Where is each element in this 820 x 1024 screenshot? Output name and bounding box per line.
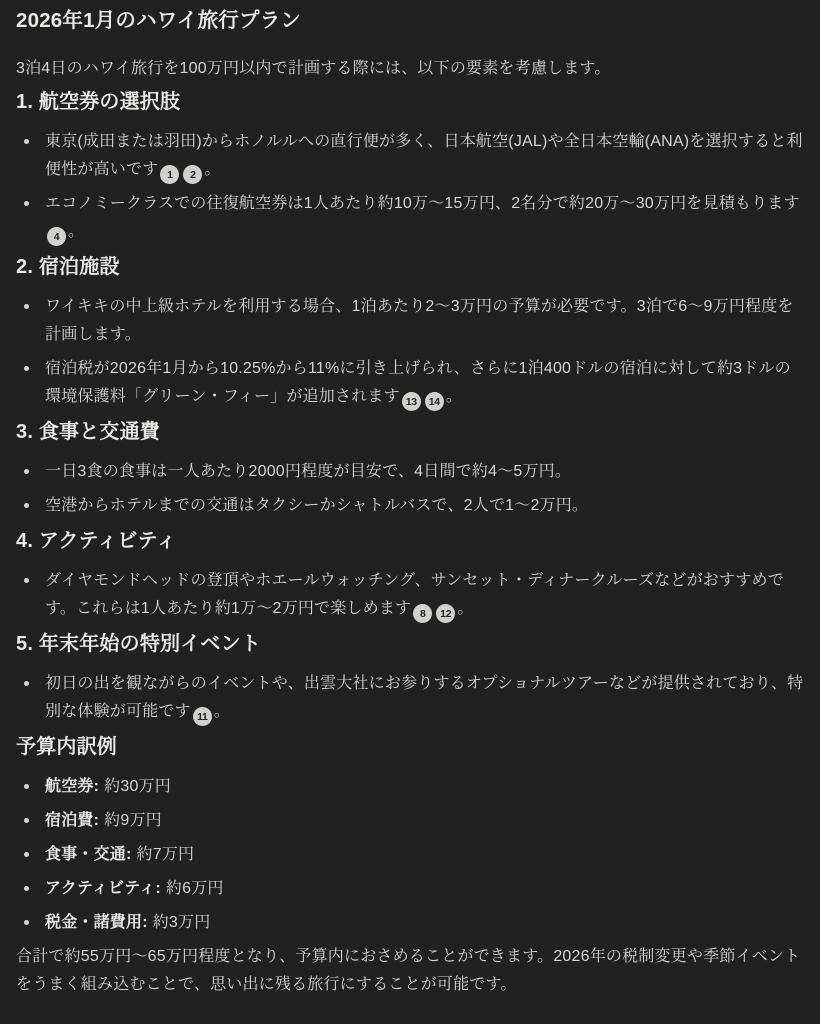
bullet-list	[16, 293, 804, 411]
budget-item	[16, 841, 804, 869]
bullet-item	[16, 355, 804, 411]
bullet-dot-icon	[24, 920, 29, 925]
citation-badge[interactable]: 14	[425, 392, 444, 411]
budget-item-label: 航空券:	[45, 778, 100, 795]
bullet-dot-icon	[24, 886, 29, 891]
budget-item	[16, 807, 804, 835]
bullet-text: 空港からホテルまでの交通はタクシーかシャトルバスで、2人で1〜2万円。	[45, 497, 589, 514]
budget-item	[16, 909, 804, 937]
bullet-dot-icon	[24, 366, 29, 371]
bullet-item	[16, 293, 804, 349]
bullet-text: エコノミークラスでの往復航空券は1人あたり約10万〜15万円、2名分で約20万〜30万円を見積もります	[45, 195, 800, 212]
bullet-item	[16, 190, 804, 246]
bullet-dot-icon	[24, 139, 29, 144]
bullet-text: 一日3食の食事は一人あたり2000円程度が目安で、4日間で約4〜5万円。	[45, 463, 572, 480]
citation-badge[interactable]: 4	[47, 227, 66, 246]
bullet-suffix: 。	[445, 388, 463, 405]
bullet-item	[16, 492, 804, 520]
bullet-item	[16, 670, 804, 726]
bullet-suffix: 。	[213, 703, 231, 720]
budget-item-value: 約30万円	[104, 778, 171, 795]
intro-paragraph: 3泊4日のハワイ旅行を100万円以内で計画する際には、以下の要素を考慮します。	[16, 60, 611, 77]
bullet-dot-icon	[24, 784, 29, 789]
bullet-dot-icon	[24, 681, 29, 686]
bullet-suffix: 。	[68, 223, 85, 240]
budget-item-value: 約7万円	[136, 846, 195, 863]
bullet-dot-icon	[24, 852, 29, 857]
bullet-dot-icon	[24, 469, 29, 474]
bullet-dot-icon	[24, 578, 29, 583]
bullet-list	[16, 458, 804, 520]
conclusion-paragraph: 合計で約55万円〜65万円程度となり、予算内におさめることができます。2026年の税制変更や季節イベントをうまく組み込むことで、思い出に残る旅行にすることが可能です。	[16, 948, 801, 993]
section-heading: 5. 年末年始の特別イベント	[16, 633, 262, 655]
budget-item-label: 税金・諸費用:	[45, 914, 148, 931]
section-heading: 2. 宿泊施設	[16, 256, 120, 278]
budget-item-label: 食事・交通:	[45, 846, 132, 863]
bullet-list	[16, 670, 804, 726]
budget-list	[16, 773, 804, 937]
page-title: 2026年1月のハワイ旅行プラン	[16, 9, 302, 32]
bullet-text: 宿泊税が2026年1月から10.25%から11%に引き上げられ、さらに1泊400ドルの宿泊に対して約3ドルの環境保護料「グリーン・フィー」が追加されます	[45, 360, 791, 405]
bullet-text: ダイヤモンドヘッドの登頂やホエールウォッチング、サンセット・ディナークルーズなどがおすすめです。これらは1人あたり約1万〜2万円で楽しめます	[45, 572, 784, 617]
budget-item	[16, 773, 804, 801]
citation-badge[interactable]: 2	[183, 165, 202, 184]
section-heading: 3. 食事と交通費	[16, 421, 161, 443]
bullet-item	[16, 128, 804, 184]
section-heading: 1. 航空券の選択肢	[16, 91, 181, 113]
bullet-dot-icon	[24, 201, 29, 206]
bullet-text: 初日の出を観ながらのイベントや、出雲大社にお参りするオプショナルツアーなどが提供されており、特別な体験が可能です	[45, 675, 804, 720]
bullet-item	[16, 567, 804, 623]
budget-item-label: アクティビティ:	[45, 880, 161, 897]
citation-badge[interactable]: 11	[193, 707, 212, 726]
citation-badge[interactable]: 13	[402, 392, 421, 411]
budget-item-value: 約3万円	[152, 914, 211, 931]
answer-document	[16, 6, 804, 999]
budget-item-value: 約9万円	[104, 812, 162, 829]
bullet-dot-icon	[24, 304, 29, 309]
budget-heading: 予算内訳例	[16, 736, 117, 758]
bullet-text: ワイキキの中上級ホテルを利用する場合、1泊あたり2〜3万円の予算が必要です。3泊で6〜9万円程度を計画します。	[45, 298, 794, 343]
bullet-item	[16, 458, 804, 486]
section-heading: 4. アクティビティ	[16, 530, 177, 552]
bullet-list	[16, 567, 804, 623]
budget-item-label: 宿泊費:	[45, 812, 100, 829]
sections-container	[16, 87, 804, 726]
bullet-list	[16, 128, 804, 246]
bullet-suffix: 。	[457, 600, 474, 617]
citation-badge[interactable]: 8	[413, 604, 432, 623]
budget-item	[16, 875, 804, 903]
bullet-dot-icon	[24, 818, 29, 823]
bullet-suffix: 。	[204, 161, 221, 178]
citation-badge[interactable]: 1	[160, 165, 179, 184]
bullet-text: 東京(成田または羽田)からホノルルへの直行便が多く、日本航空(JAL)や全日本空輸(ANA)を選択すると利便性が高いです	[45, 133, 803, 178]
budget-item-value: 約6万円	[165, 880, 224, 897]
citation-badge[interactable]: 12	[436, 604, 455, 623]
bullet-dot-icon	[24, 503, 29, 508]
